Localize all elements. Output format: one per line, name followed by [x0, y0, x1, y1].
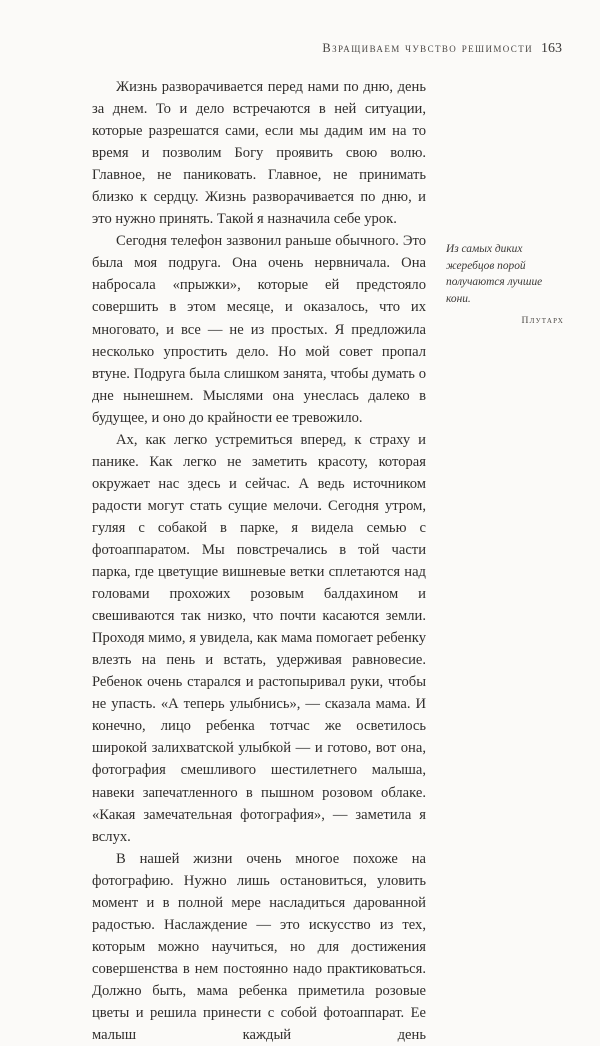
- paragraph-4: В нашей жизни очень многое похоже на фотографию. Нужно лишь остановиться, уловить момент и в полной мере насладиться дарованной радостью. Наслаждение — это искусство из тех, которым можно научиться, но для достижения совершенства в нем постоянно надо практиковаться. Должно быть, мама ребенка приметила розовые цветы и решила принести с собой фотоаппарат. Ее малыш каждый день: [92, 850, 426, 1044]
- paragraph-2: Сегодня телефон зазвонил раньше обычного. Это была моя подруга. Она очень нервничала. Она набросала «прыжки», которые ей предстояло совершить в этом месяце, и оказалось, что их многовато, и все — не из простых. Я предложила несколько упростить дело. Но мой совет пропал втуне. Подруга была слишком занята, чтобы думать о дне нынешнем. Мыслями она унеслась далеко в будущее, и оно до крайности ее тревожило.: [92, 233, 426, 426]
- paragraph-1: Жизнь разворачивается перед нами по дню, день за днем. То и дело встречаются в ней ситуации, которые разрешатся сами, если мы дадим им на то время и позволим Богу проявить свою волю. Главное, не паниковать. Главное, не принимать близко к сердцу. Жизнь разворачивается по дню, и это нужно принять. Такой я назначила себе урок.: [92, 79, 426, 228]
- body-text: [92, 76, 426, 1046]
- running-title: Взращиваем чувство решимости: [322, 41, 533, 55]
- page-number: 163: [541, 41, 562, 56]
- epigraph-author: Плутарх: [521, 315, 564, 326]
- paragraph-3: Ах, как легко устремиться вперед, к страху и панике. Как легко не заметить красоту, которая окружает нас здесь и сейчас. А ведь источником радости могут стать сущие мелочи. Сегодня утром, гуляя с собакой в парке, я видела семью с фотоаппаратом. Мы повстречались в той части парка, где цветущие вишневые ветки сплетаются над головами прохожих розовым балдахином и свешиваются так низко, что почти касаются земли. Проходя мимо, я увидела, как мама помогает ребенку влезть на пень и встать, удерживая равновесие. Ребенок очень старался и растопыривал руки, чтобы не упасть. «А теперь улыбнись», — сказала мама. И конечно, лицо ребенка тотчас же осветилось широкой залихватской улыбкой — и готово, вот она, фотография смешливого шестилетнего малыша, навеки запечатленного в пышном розовом облаке. «Какая замечательная фотография», — заметила я вслух.: [92, 431, 426, 845]
- epigraph-quote: Из самых диких жеребцов порой получаются лучшие кони.: [446, 243, 543, 305]
- sidebar-quote: [446, 241, 564, 326]
- running-header: [322, 41, 562, 57]
